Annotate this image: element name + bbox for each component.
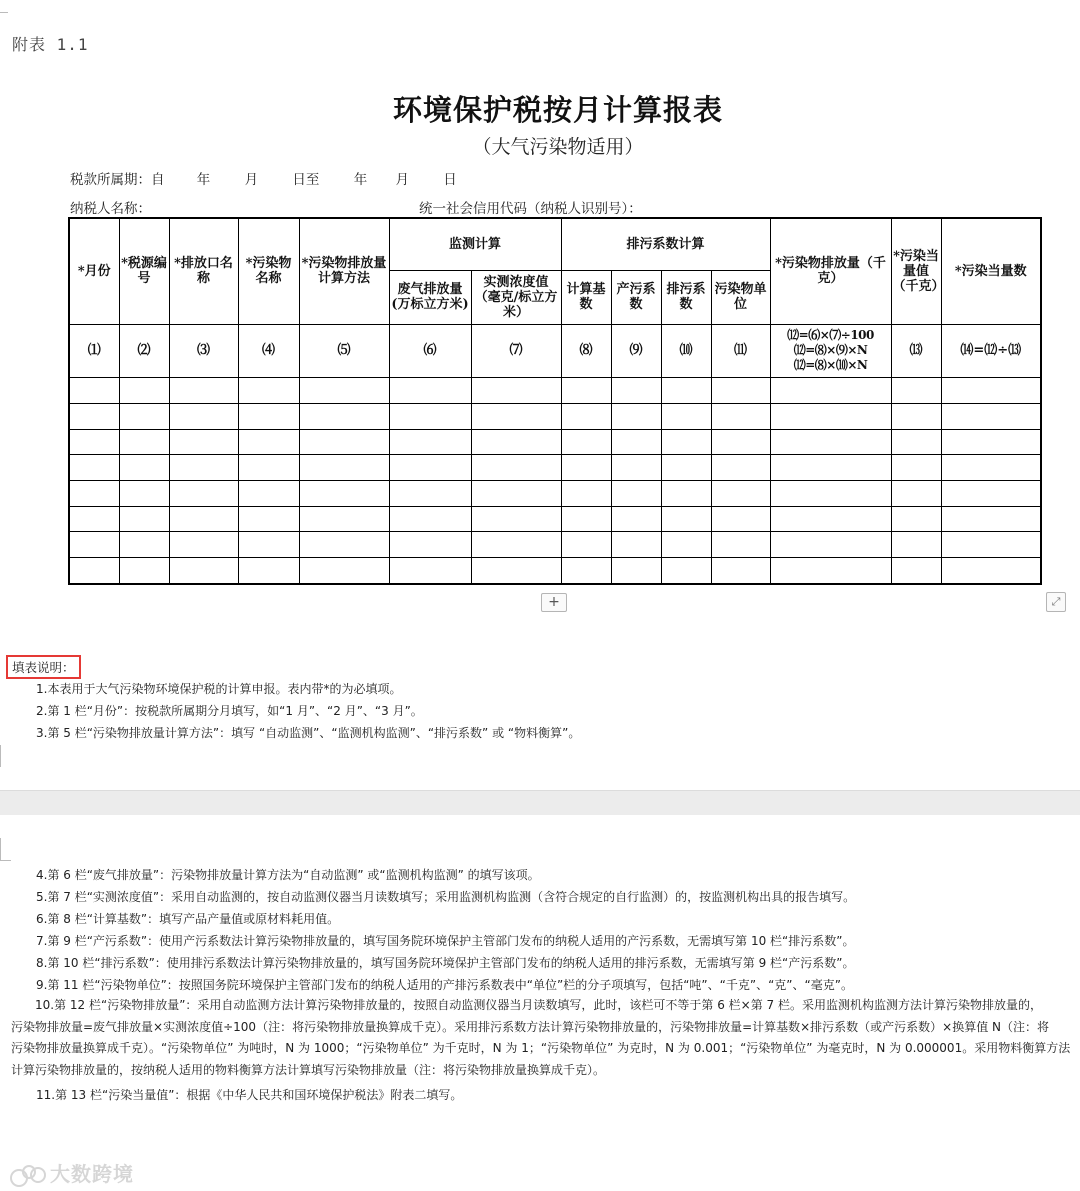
period-label: 税款所属期：自 — [70, 172, 165, 188]
cell[interactable] — [941, 378, 1041, 404]
header-pollutant-unit: 污染物单位 — [711, 271, 770, 325]
cell[interactable] — [711, 403, 770, 429]
header-row-1 — [69, 218, 1041, 271]
note-item-7: 7.第 9 栏“产污系数”：使用产污系数法计算污染物排放量的，填写国务院环境保护主管部门发布的纳税人适用的产污系数，无需填写第 10 栏“排污系数”。 — [36, 934, 855, 948]
cell[interactable] — [770, 558, 891, 584]
header-coefficient-group: 排污系数计算 — [561, 218, 770, 271]
cell[interactable] — [611, 532, 661, 558]
cell[interactable] — [299, 403, 389, 429]
cell[interactable] — [69, 378, 119, 404]
header-monitoring-group: 监测计算 — [389, 218, 561, 271]
header-emission-coef: 排污系数 — [661, 271, 711, 325]
cell[interactable] — [69, 558, 119, 584]
note-item-10-line-4: 计算污染物排放量的，按纳税人适用的物料衡算方法计算填写污染物排放量（注：将污染物排放量换算成千克）。 — [11, 1062, 606, 1077]
cell[interactable] — [941, 481, 1041, 507]
cell[interactable] — [389, 378, 471, 404]
cell[interactable] — [119, 532, 169, 558]
cell[interactable] — [891, 378, 941, 404]
cell[interactable] — [770, 481, 891, 507]
period-day-end: 日 — [443, 172, 457, 188]
cell[interactable] — [119, 429, 169, 455]
col-num-4: ⑷ — [238, 324, 299, 378]
credit-code-label: 统一社会信用代码（纳税人识别号）： — [419, 201, 642, 217]
page-corner-mark — [0, 0, 8, 13]
page-corner-mark — [0, 838, 11, 861]
cell[interactable] — [561, 403, 611, 429]
cell[interactable] — [941, 532, 1041, 558]
cell[interactable] — [770, 403, 891, 429]
header-waste-gas-volume: 废气排放量(万标立方米) — [389, 271, 471, 325]
cell[interactable] — [891, 506, 941, 532]
note-item-9: 9.第 11 栏“污染物单位”：按照国务院环境保护主管部门发布的纳税人适用的产排污系数表中“单位”栏的分子项填写，包括“吨”、“千克”、“克”、“毫克”。 — [36, 978, 853, 992]
cell[interactable] — [611, 429, 661, 455]
cell[interactable] — [471, 403, 561, 429]
cell[interactable] — [471, 429, 561, 455]
cell[interactable] — [661, 481, 711, 507]
cell[interactable] — [611, 506, 661, 532]
cell[interactable] — [389, 506, 471, 532]
table-row — [69, 378, 1041, 404]
cell[interactable] — [941, 558, 1041, 584]
cell[interactable] — [389, 455, 471, 481]
cell[interactable] — [389, 481, 471, 507]
cell[interactable] — [891, 429, 941, 455]
col-num-11: ⑾ — [711, 324, 770, 378]
cell[interactable] — [711, 429, 770, 455]
cell[interactable] — [238, 378, 299, 404]
table-row — [69, 455, 1041, 481]
cell[interactable] — [169, 558, 238, 584]
header-equivalent-count: *污染当量数 — [941, 218, 1041, 324]
cell[interactable] — [891, 558, 941, 584]
header-source-id: *税源编号 — [119, 218, 169, 324]
table-row — [69, 429, 1041, 455]
cell[interactable] — [299, 532, 389, 558]
col-num-2: ⑵ — [119, 324, 169, 378]
cell[interactable] — [711, 558, 770, 584]
cell[interactable] — [611, 481, 661, 507]
cell[interactable] — [711, 455, 770, 481]
cell[interactable] — [238, 455, 299, 481]
cell[interactable] — [661, 506, 711, 532]
col-num-3: ⑶ — [169, 324, 238, 378]
cell[interactable] — [169, 532, 238, 558]
header-month: *月份 — [69, 218, 119, 324]
cell[interactable] — [661, 455, 711, 481]
column-number-row — [69, 324, 1041, 378]
cell[interactable] — [299, 378, 389, 404]
cell[interactable] — [69, 429, 119, 455]
cell[interactable] — [711, 481, 770, 507]
cell[interactable] — [119, 558, 169, 584]
table-row — [69, 532, 1041, 558]
notes-title: 填表说明： — [6, 655, 81, 679]
note-item-4: 4.第 6 栏“废气排放量”：污染物排放量计算方法为“自动监测” 或“监测机构监测” 的填写该项。 — [36, 868, 540, 882]
watermark — [10, 1158, 134, 1187]
cell[interactable] — [238, 481, 299, 507]
cell[interactable] — [770, 429, 891, 455]
cell[interactable] — [169, 403, 238, 429]
cell[interactable] — [471, 506, 561, 532]
formula-line-3: ⑿=⑻×⑽×N — [793, 358, 868, 373]
cell[interactable] — [238, 506, 299, 532]
cell[interactable] — [611, 403, 661, 429]
cell[interactable] — [941, 455, 1041, 481]
cell[interactable] — [611, 558, 661, 584]
table-row — [69, 403, 1041, 429]
cell[interactable] — [389, 532, 471, 558]
document-page-2 — [0, 815, 1080, 1191]
period-year-start: 年 — [196, 172, 211, 188]
cell[interactable] — [69, 532, 119, 558]
table-row — [69, 558, 1041, 584]
col-num-6: ⑹ — [389, 324, 471, 378]
note-item-10 — [11, 995, 1080, 1081]
cell[interactable] — [119, 403, 169, 429]
cell[interactable] — [69, 506, 119, 532]
cell[interactable] — [169, 506, 238, 532]
cell[interactable] — [770, 455, 891, 481]
cell[interactable] — [238, 429, 299, 455]
period-year-end: 年 — [353, 172, 368, 188]
cell[interactable] — [770, 378, 891, 404]
table-row — [69, 481, 1041, 507]
cell[interactable] — [169, 481, 238, 507]
period-month-start: 月 — [244, 172, 259, 188]
note-item-2: 2.第 1 栏“月份”：按税款所属期分月填写，如“1 月”、“2 月”、“3 月”。 — [36, 704, 423, 718]
report-title: 环境保护税按月计算报表 — [392, 93, 723, 127]
cell[interactable] — [561, 455, 611, 481]
note-item-10-line-3: 污染物排放量换算成千克）。“污染物单位” 为吨时，N 为 1000；“污染物单位” 为千克时，N 为 1；“污染物单位” 为克时，N 为 0.001；“污染物单位” 为毫克时，N 为 0.000001。采用物料衡算方法 — [11, 1041, 1071, 1055]
page-separator — [0, 790, 1080, 816]
note-item-3: 3.第 5 栏“污染物排放量计算方法”：填写 “自动监测”、“监测机构监测”、“排污系数” 或 “物料衡算”。 — [36, 726, 581, 740]
cell[interactable] — [471, 455, 561, 481]
cell[interactable] — [661, 378, 711, 404]
note-item-8: 8.第 10 栏“排污系数”：使用排污系数法计算污染物排放量的，填写国务院环境保护主管部门发布的纳税人适用的排污系数，无需填写第 9 栏“产污系数”。 — [36, 956, 855, 970]
col-num-12-formulas — [770, 324, 891, 378]
header-measured-concentration: 实测浓度值（毫克/标立方米） — [471, 271, 561, 325]
cell[interactable] — [561, 481, 611, 507]
cell[interactable] — [711, 532, 770, 558]
cell[interactable] — [891, 403, 941, 429]
cell[interactable] — [169, 378, 238, 404]
cell[interactable] — [169, 429, 238, 455]
cell[interactable] — [299, 429, 389, 455]
col-num-10: ⑽ — [661, 324, 711, 378]
cell[interactable] — [119, 506, 169, 532]
header-pollutant-name: *污染物名称 — [238, 218, 299, 324]
cell[interactable] — [299, 506, 389, 532]
col-num-1: ⑴ — [69, 324, 119, 378]
cell[interactable] — [941, 403, 1041, 429]
cell[interactable] — [891, 532, 941, 558]
note-item-5: 5.第 7 栏“实测浓度值”：采用自动监测的，按自动监测仪器当月读数填写；采用监测机构监测（含符合规定的自行监测）的，按监测机构出具的报告填写。 — [36, 890, 856, 904]
add-row-button[interactable]: + — [541, 593, 567, 612]
col-num-9: ⑼ — [611, 324, 661, 378]
cell[interactable] — [611, 455, 661, 481]
cell[interactable] — [611, 378, 661, 404]
cell[interactable] — [238, 532, 299, 558]
cell[interactable] — [69, 481, 119, 507]
period-day-to: 日至 — [292, 172, 320, 188]
emission-report-table — [68, 217, 1042, 585]
cell[interactable] — [561, 558, 611, 584]
cell[interactable] — [561, 429, 611, 455]
cell[interactable] — [119, 455, 169, 481]
col-num-7: ⑺ — [471, 324, 561, 378]
header-calc-base: 计算基数 — [561, 271, 611, 325]
table-row — [69, 506, 1041, 532]
taxpayer-name-label: 纳税人名称： — [70, 201, 151, 217]
cell[interactable] — [471, 481, 561, 507]
col-num-14: ⒁=⑿÷⒀ — [941, 324, 1041, 378]
cell[interactable] — [238, 403, 299, 429]
cell[interactable] — [561, 378, 611, 404]
cell[interactable] — [389, 403, 471, 429]
period-month-end: 月 — [395, 172, 409, 188]
col-num-5: ⑸ — [299, 324, 389, 378]
watermark-text: 大数跨境 — [50, 1162, 134, 1186]
cell[interactable] — [770, 532, 891, 558]
cell[interactable] — [471, 378, 561, 404]
cell[interactable] — [561, 532, 611, 558]
cell[interactable] — [891, 481, 941, 507]
report-subtitle: （大气污染物适用） — [472, 136, 644, 158]
cell[interactable] — [389, 558, 471, 584]
header-equivalent-value: *污染当量值（千克） — [891, 218, 941, 324]
cell[interactable] — [941, 429, 1041, 455]
cell[interactable] — [169, 455, 238, 481]
cell[interactable] — [69, 455, 119, 481]
note-item-10-line-2: 污染物排放量=废气排放量×实测浓度值÷100（注：将污染物排放量换算成千克）。采用排污系数方法计算污染物排放量的，污染物排放量=计算基数×排污系数（或产污系数）×换算值 N（注：将 — [11, 1019, 1050, 1034]
cell[interactable] — [299, 455, 389, 481]
col-num-13: ⒀ — [891, 324, 941, 378]
formula-line-2: ⑿=⑻×⑼×N — [793, 343, 868, 358]
watermark-logo-icon — [10, 1165, 48, 1187]
cell[interactable] — [941, 506, 1041, 532]
cell[interactable] — [299, 558, 389, 584]
note-item-10-line-1: 10.第 12 栏“污染物排放量”：采用自动监测方法计算污染物排放量的，按照自动监测仪器当月读数填写，此时，该栏可不等于第 6 栏×第 7 栏。采用监测机构监测方法计算污染物排放量的， — [35, 998, 1043, 1012]
cell[interactable] — [661, 532, 711, 558]
cell[interactable] — [711, 378, 770, 404]
header-outlet-name: *排放口名称 — [169, 218, 238, 324]
cell[interactable] — [119, 481, 169, 507]
col-num-8: ⑻ — [561, 324, 611, 378]
table-resize-handle[interactable]: ⤢ — [1046, 592, 1066, 612]
header-emission-amount: *污染物排放量（千克） — [770, 218, 891, 324]
cell[interactable] — [661, 558, 711, 584]
header-calc-method: *污染物排放量计算方法 — [299, 218, 389, 324]
formula-line-1: ⑿=⑹×⑺÷100 — [787, 328, 874, 343]
cell[interactable] — [69, 403, 119, 429]
cell[interactable] — [661, 429, 711, 455]
cell[interactable] — [561, 506, 611, 532]
cell[interactable] — [661, 403, 711, 429]
cell[interactable] — [299, 481, 389, 507]
cell[interactable] — [238, 558, 299, 584]
note-item-1: 1.本表用于大气污染物环境保护税的计算申报。表内带*的为必填项。 — [36, 682, 402, 696]
cell[interactable] — [119, 378, 169, 404]
tax-period-line — [70, 168, 457, 188]
cell[interactable] — [471, 558, 561, 584]
cell[interactable] — [770, 506, 891, 532]
page-corner-mark — [0, 745, 11, 767]
cell[interactable] — [389, 429, 471, 455]
cell[interactable] — [471, 532, 561, 558]
header-production-coef: 产污系数 — [611, 271, 661, 325]
cell[interactable] — [711, 506, 770, 532]
appendix-label: 附表 1.1 — [12, 35, 89, 54]
note-item-11: 11.第 13 栏“污染当量值”：根据《中华人民共和国环境保护税法》附表二填写。 — [36, 1088, 463, 1102]
cell[interactable] — [891, 455, 941, 481]
note-item-6: 6.第 8 栏“计算基数”：填写产品产量值或原材料耗用值。 — [36, 912, 340, 926]
